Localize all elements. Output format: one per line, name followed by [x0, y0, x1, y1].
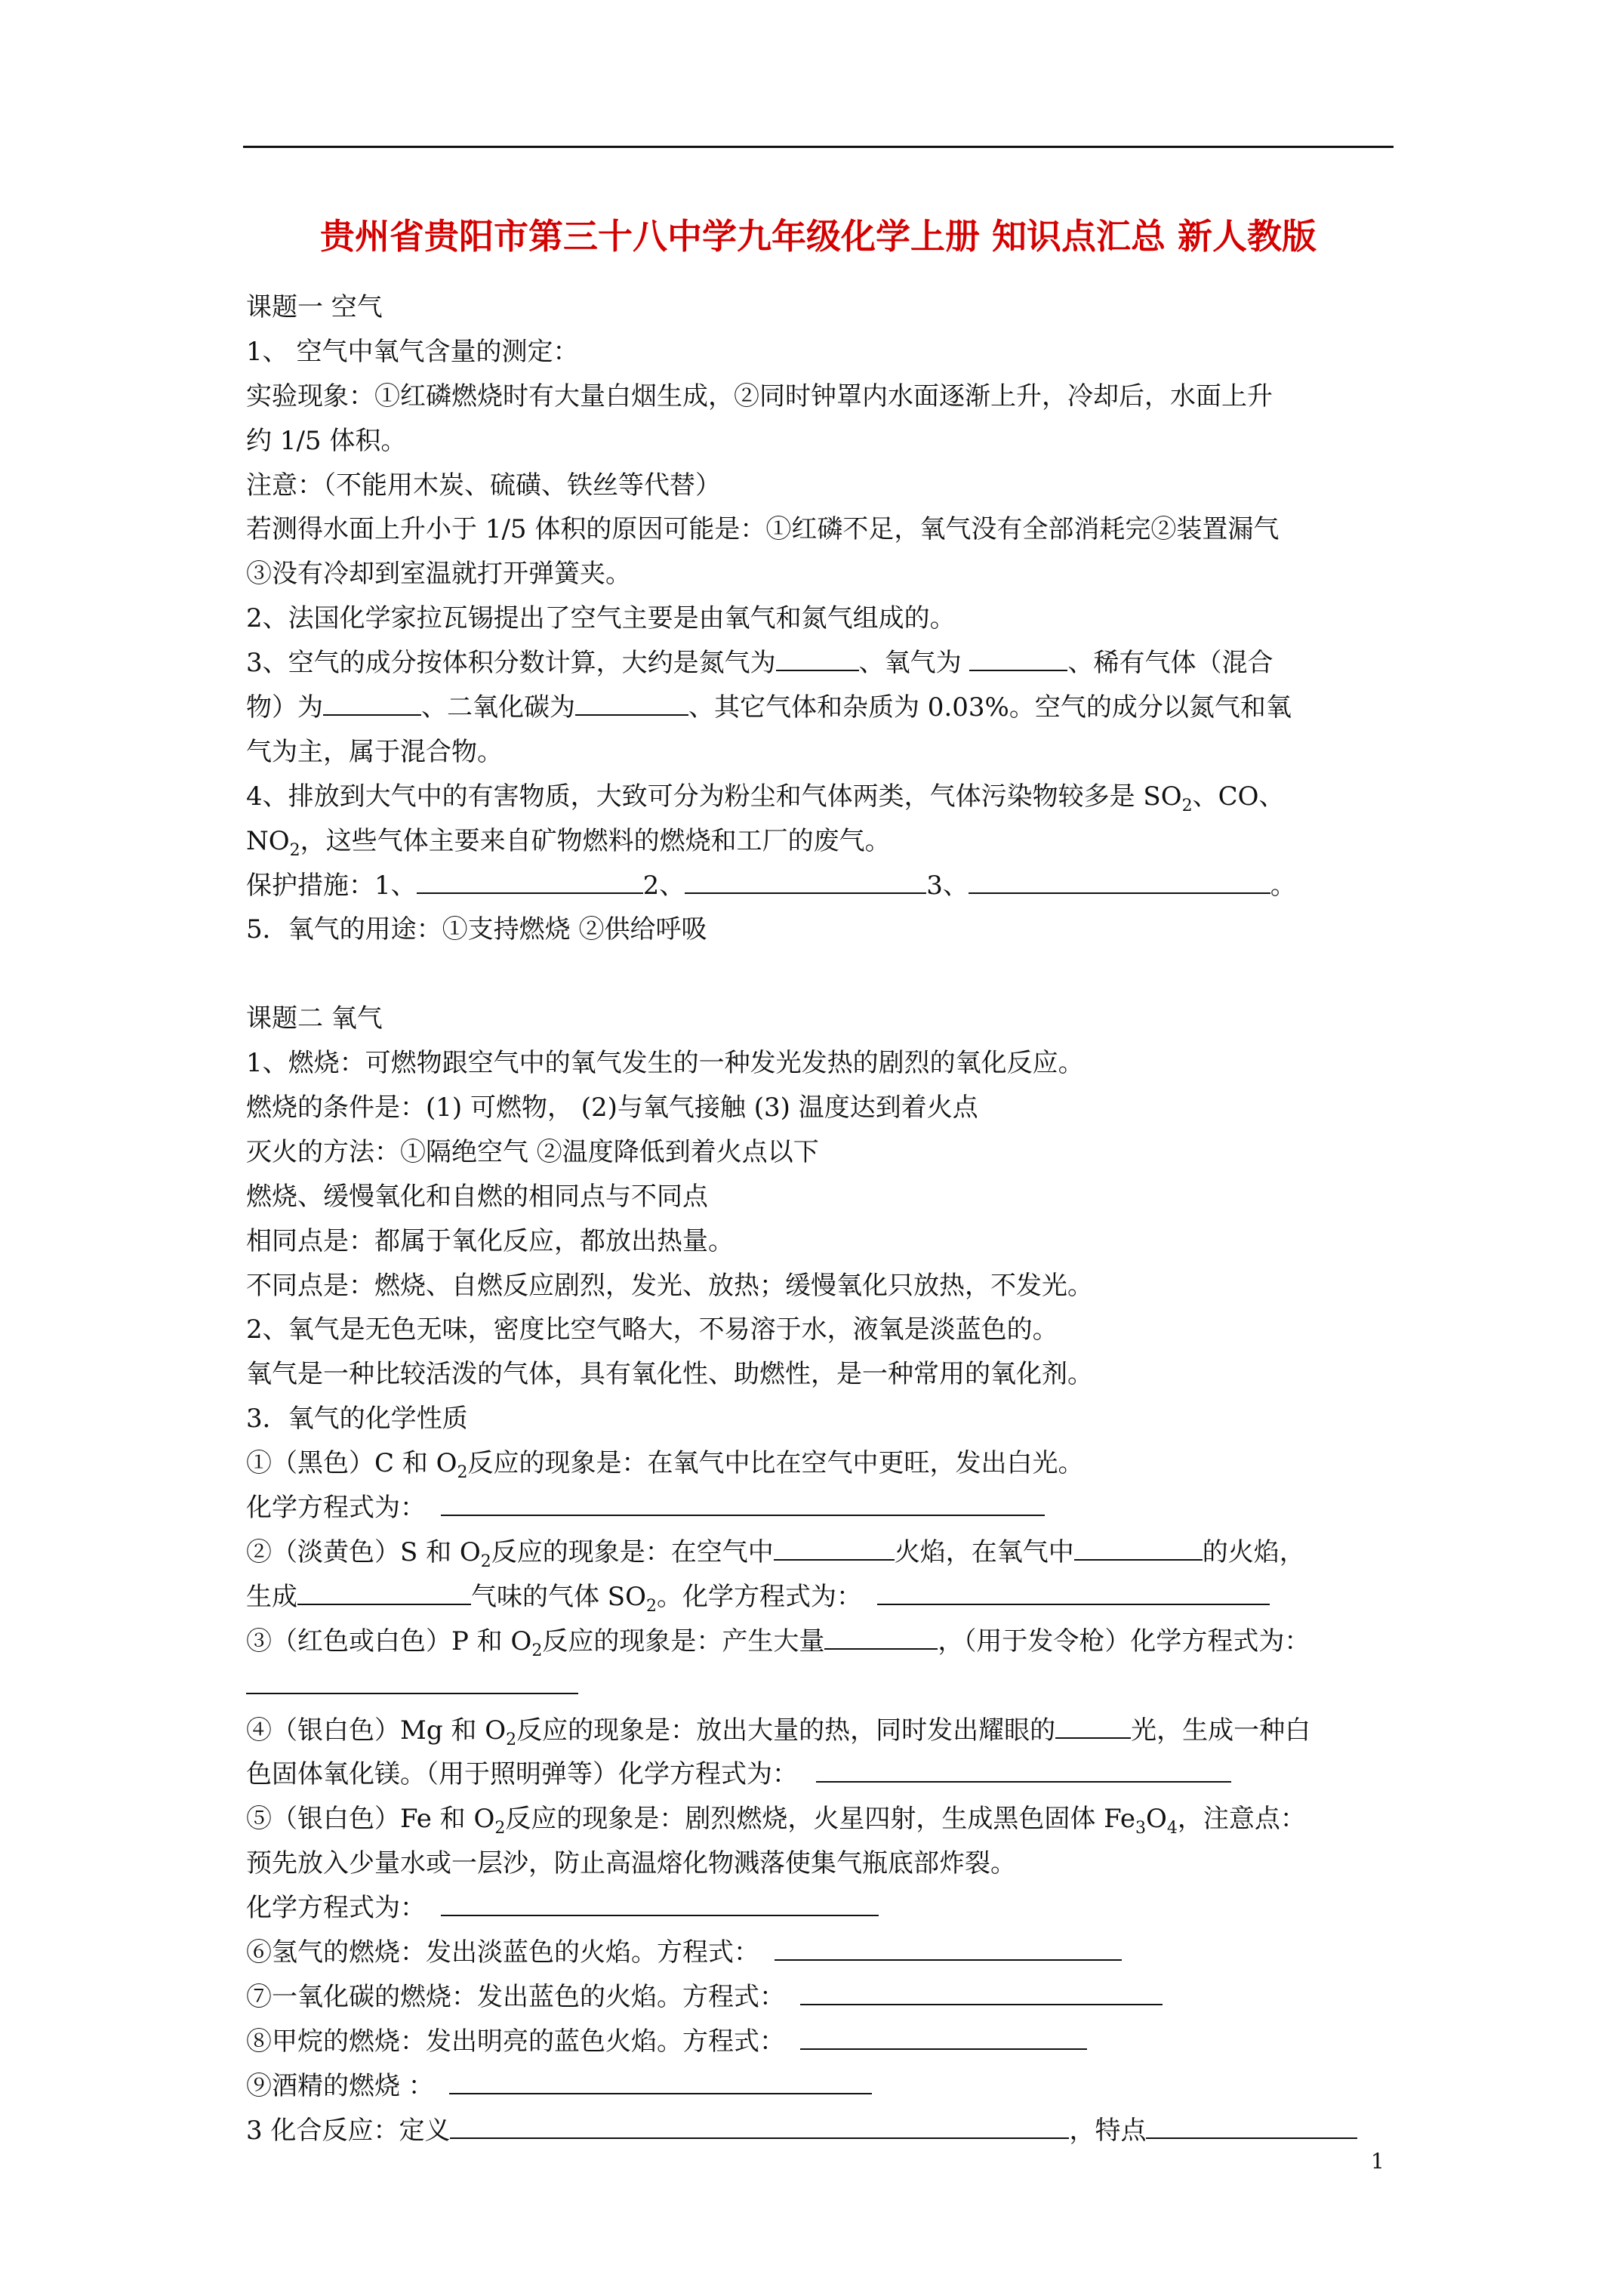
text-fragment: 3 化合反应：定义	[246, 2115, 451, 2146]
fill-blank[interactable]	[969, 641, 1067, 671]
text-fragment: ，这些气体主要来自矿物燃料的燃烧和工厂的废气。	[300, 825, 891, 856]
text-fragment: ⑤（银白色）Fe 和 O	[246, 1804, 495, 1835]
fill-blank[interactable]	[323, 686, 421, 716]
fill-blank[interactable]	[800, 1975, 1163, 2005]
text-fragment: ⑨酒精的燃烧 ：	[246, 2070, 434, 2101]
subscript: 4	[1166, 1819, 1178, 1838]
fill-blank[interactable]	[800, 2020, 1087, 2050]
text-fragment: ①（黑色）C 和 O	[246, 1448, 457, 1479]
text-line: ③没有冷却到室温就打开弹簧夹。	[246, 559, 631, 590]
topic2-heading: 课题二 氧气	[246, 1003, 383, 1034]
fill-blank[interactable]	[441, 1886, 879, 1916]
text-fragment: 的火焰，	[1202, 1536, 1305, 1567]
text-line	[246, 1620, 1394, 1664]
text-line	[246, 686, 1394, 730]
fill-blank[interactable]	[246, 1664, 578, 1694]
fill-blank[interactable]	[297, 1575, 471, 1605]
text-line: 燃烧的条件是：(1) 可燃物， (2)与氧气接触 (3) 温度达到着火点	[246, 1093, 978, 1123]
text-line	[246, 641, 1394, 686]
text-fragment: 火焰，在氧气中	[894, 1536, 1074, 1567]
text-fragment: 、CO、	[1192, 781, 1285, 812]
text-line	[246, 1486, 1394, 1530]
text-fragment: 反应的现象是：产生大量	[542, 1626, 825, 1657]
text-fragment: 物）为	[246, 692, 323, 723]
text-fragment: 、二氧化碳为	[421, 692, 575, 723]
subscript: 2	[1181, 796, 1193, 815]
text-line	[246, 1575, 1394, 1620]
section-gap	[246, 952, 1394, 997]
text-fragment: O	[1146, 1804, 1167, 1835]
text-line: 灭火的方法：①隔绝空气 ②温度降低到着火点以下	[246, 1136, 819, 1167]
text-line: 若测得水面上升小于 1/5 体积的原因可能是：①红磷不足，氧气没有全部消耗完②装置漏气	[246, 514, 1280, 545]
text-fragment: 。化学方程式为：	[656, 1581, 862, 1612]
fill-blank[interactable]	[824, 1620, 938, 1650]
text-line	[246, 1752, 1394, 1797]
text-fragment: 、其它气体和杂质为 0.03%。空气的成分以氮气和氧	[688, 692, 1292, 723]
text-fragment: 化学方程式为：	[246, 1893, 426, 1924]
fill-blank[interactable]	[417, 864, 643, 894]
fill-blank[interactable]	[1146, 2109, 1357, 2139]
text-line: 注意：（不能用木炭、硫磺、铁丝等代替）	[246, 470, 721, 501]
subscript: 2	[494, 1819, 506, 1838]
text-line	[246, 864, 1394, 908]
text-fragment: 3、	[926, 870, 969, 901]
text-line	[246, 1975, 1394, 2020]
fill-blank[interactable]	[1074, 1530, 1203, 1561]
text-fragment: 反应的现象是：剧烈燃烧，火星四射，生成黑色固体 Fe	[505, 1804, 1136, 1835]
text-line: 1、燃烧：可燃物跟空气中的氧气发生的一种发光发热的剧烈的氧化反应。	[246, 1048, 1084, 1079]
subscript: 2	[531, 1641, 543, 1660]
fill-blank[interactable]	[1055, 1709, 1131, 1739]
text-line: 1、 空气中氧气含量的测定：	[246, 336, 579, 367]
text-fragment: ③（红色或白色）P 和 O	[246, 1626, 532, 1657]
text-fragment: 反应的现象是：在氧气中比在空气中更旺，发出白光。	[467, 1448, 1084, 1479]
text-fragment: 气味的气体 SO	[471, 1581, 646, 1612]
document-body	[246, 285, 1394, 2153]
text-fragment: 3、空气的成分按体积分数计算，大约是氮气为	[246, 648, 776, 679]
text-fragment: ⑥氢气的燃烧：发出淡蓝色的火焰。方程式：	[246, 1937, 759, 1968]
fill-blank[interactable]	[816, 1752, 1231, 1783]
text-line	[246, 1530, 1394, 1575]
text-fragment: 保护措施：1、	[246, 870, 417, 901]
document-title: 贵州省贵阳市第三十八中学九年级化学上册 知识点汇总 新人教版	[319, 216, 1317, 257]
text-fragment: ，（用于发令枪）化学方程式为：	[938, 1626, 1310, 1657]
text-line: 不同点是：燃烧、自燃反应剧烈，发光、放热；缓慢氧化只放热，不发光。	[246, 1270, 1093, 1301]
header-rule	[243, 146, 1394, 148]
subscript: 2	[645, 1596, 657, 1616]
text-fragment: ，注意点：	[1177, 1804, 1306, 1835]
text-line: 相同点是：都属于氧化反应，都放出热量。	[246, 1225, 734, 1256]
text-line	[246, 775, 1394, 819]
subscript: 2	[457, 1462, 468, 1482]
text-fragment: 反应的现象是：在空气中	[491, 1536, 774, 1567]
text-line: 氧气是一种比较活泼的气体，具有氧化性、助燃性，是一种常用的氧化剂。	[246, 1359, 1093, 1390]
fill-blank[interactable]	[774, 1530, 895, 1561]
text-line: 实验现象：①红磷燃烧时有大量白烟生成，②同时钟罩内水面逐渐上升，冷却后，水面上升	[246, 381, 1273, 411]
text-line: 预先放入少量水或一层沙，防止高温熔化物溅落使集气瓶底部炸裂。	[246, 1848, 1016, 1879]
text-line: 5．氧气的用途：①支持燃烧 ②供给呼吸	[246, 914, 707, 945]
text-fragment: 2、	[642, 870, 685, 901]
text-fragment: NO	[246, 825, 290, 856]
text-line: 3．氧气的化学性质	[246, 1404, 468, 1435]
fill-blank[interactable]	[450, 2109, 1069, 2139]
text-line	[246, 1709, 1394, 1753]
text-fragment: 化学方程式为：	[246, 1493, 426, 1524]
subscript: 3	[1135, 1819, 1147, 1838]
fill-blank[interactable]	[449, 2064, 872, 2094]
page-number: 1	[1371, 2149, 1384, 2174]
fill-blank[interactable]	[441, 1486, 1045, 1516]
text-fragment: ④（银白色）Mg 和 O	[246, 1715, 507, 1746]
fill-blank[interactable]	[877, 1575, 1270, 1605]
text-fragment: ，特点	[1069, 2115, 1147, 2146]
text-fragment: 色固体氧化镁。（用于照明弹等）化学方程式为：	[246, 1759, 798, 1790]
text-fragment: 光，生成一种白	[1131, 1715, 1311, 1746]
text-fragment: 、氧气为	[858, 648, 970, 679]
fill-blank[interactable]	[575, 686, 688, 716]
text-line: 2、法国化学家拉瓦锡提出了空气主要是由氧气和氮气组成的。	[246, 603, 956, 634]
text-line	[246, 2064, 1394, 2109]
text-line	[246, 2109, 1394, 2153]
text-line: 约 1/5 体积。	[246, 425, 407, 456]
text-fragment: 生成	[246, 1581, 297, 1612]
text-line: 2、氧气是无色无味，密度比空气略大，不易溶于水，液氧是淡蓝色的。	[246, 1314, 1058, 1345]
subscript: 2	[480, 1552, 491, 1571]
text-line	[246, 1886, 1394, 1931]
fill-blank[interactable]	[969, 864, 1270, 894]
text-fragment: 反应的现象是：放出大量的热，同时发出耀眼的	[516, 1715, 1056, 1746]
subscript: 2	[506, 1730, 517, 1749]
fill-blank[interactable]	[776, 641, 859, 671]
subscript: 2	[289, 840, 300, 860]
fill-blank[interactable]	[775, 1931, 1122, 1961]
text-fragment: ②（淡黄色）S 和 O	[246, 1536, 481, 1567]
text-line: 气为主，属于混合物。	[246, 736, 503, 767]
text-line	[246, 819, 1394, 864]
text-fragment: ⑦一氧化碳的燃烧：发出蓝色的火焰。方程式：	[246, 1981, 785, 2012]
text-line	[246, 2020, 1394, 2064]
text-line	[246, 1797, 1394, 1841]
text-line: 燃烧、缓慢氧化和自燃的相同点与不同点	[246, 1181, 708, 1212]
fill-blank[interactable]	[685, 864, 926, 894]
topic1-heading: 课题一 空气	[246, 292, 383, 322]
text-line	[246, 1664, 1394, 1709]
text-line	[246, 1441, 1394, 1486]
text-fragment: 4、排放到大气中的有害物质，大致可分为粉尘和气体两类，气体污染物较多是 SO	[246, 781, 1182, 812]
text-fragment: ⑧甲烷的燃烧：发出明亮的蓝色火焰。方程式：	[246, 2026, 785, 2057]
text-line	[246, 1931, 1394, 1975]
text-fragment: 。	[1270, 870, 1296, 901]
text-fragment: 、稀有气体（混合	[1067, 648, 1273, 679]
